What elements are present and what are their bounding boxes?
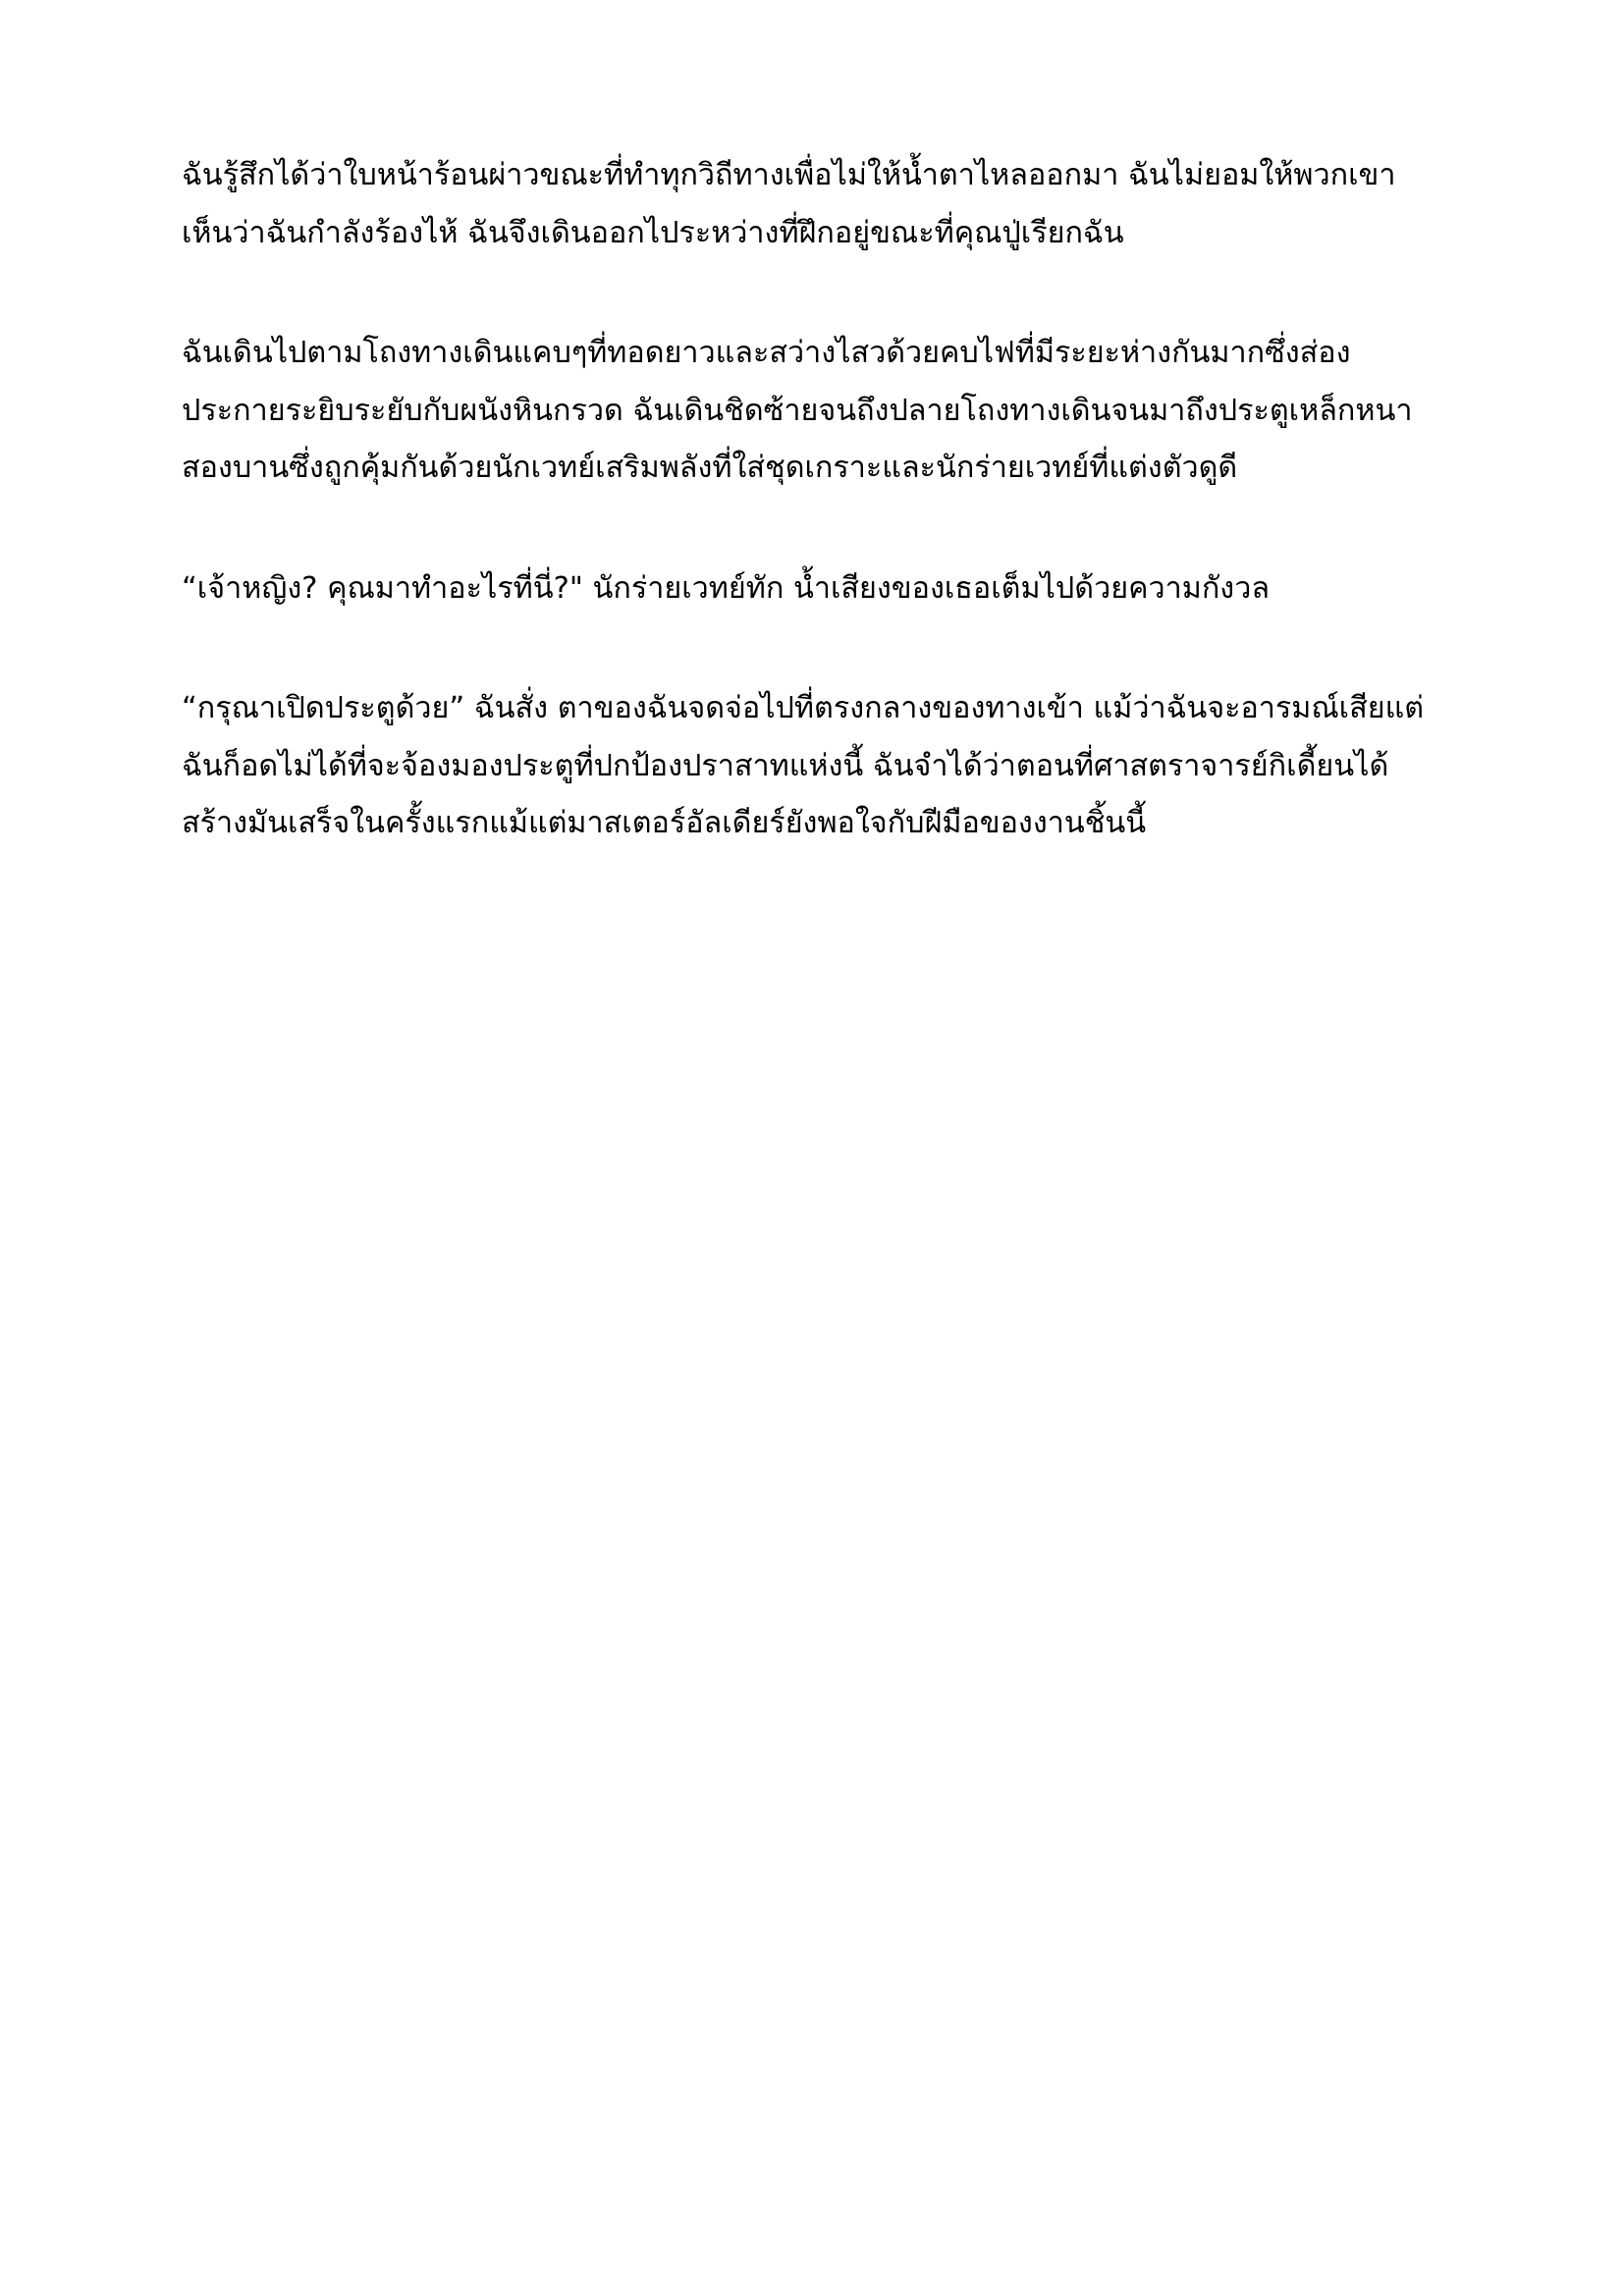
paragraph-3: “เจ้าหญิง? คุณมาทำอะไรที่นี่?" นักร่ายเวทย์ทัก น้ำเสียงของเธอเต็มไปด้วยความกังวล	[182, 570, 1271, 606]
paragraph-4: “กรุณาเปิดประตูด้วย” ฉันสั่ง ตาของฉันจดจ่อไปที่ตรงกลางของทางเข้า แม้ว่าฉันจะอารมณ์เสียแต่ฉันก็อดไม่ได้ที่จะจ้องมองประตูที่ปกป้องปราสาทแห่งนี้ ฉันจำได้ว่าตอนที่ศาสตราจารย์กิเดี้ยนได้สร้างมันเสร็จในครั้งแรกแม้แต่มาสเตอร์อัลเดียร์ยังพอใจกับฝีมือของงานชิ้นนี้	[182, 691, 1425, 841]
document-body	[182, 147, 1443, 853]
paragraph-1: ฉันรู้สึกได้ว่าใบหน้าร้อนผ่าวขณะที่ทำทุกวิถีทางเพื่อไม่ให้น้ำตาไหลออกมา ฉันไม่ยอมให้พวกเขาเห็นว่าฉันกำลังร้องไห้ ฉันจึงเดินออกไประหว่างที่ฝึกอยู่ขณะที่คุณปู่เรียกฉัน	[182, 158, 1396, 250]
paragraph-2: ฉันเดินไปตามโถงทางเดินแคบๆที่ทอดยาวและสว่างไสวด้วยคบไฟที่มีระยะห่างกันมากซึ่งส่องประกายระยิบระยับกับผนังหินกรวด ฉันเดินชิดซ้ายจนถึงปลายโถงทางเดินจนมาถึงประตูเหล็กหนาสองบานซึ่งถูกคุ้มกันด้วยนักเวทย์เสริมพลังที่ใส่ชุดเกราะและนักร่ายเวทย์ที่แต่งตัวดูดี	[182, 336, 1413, 486]
